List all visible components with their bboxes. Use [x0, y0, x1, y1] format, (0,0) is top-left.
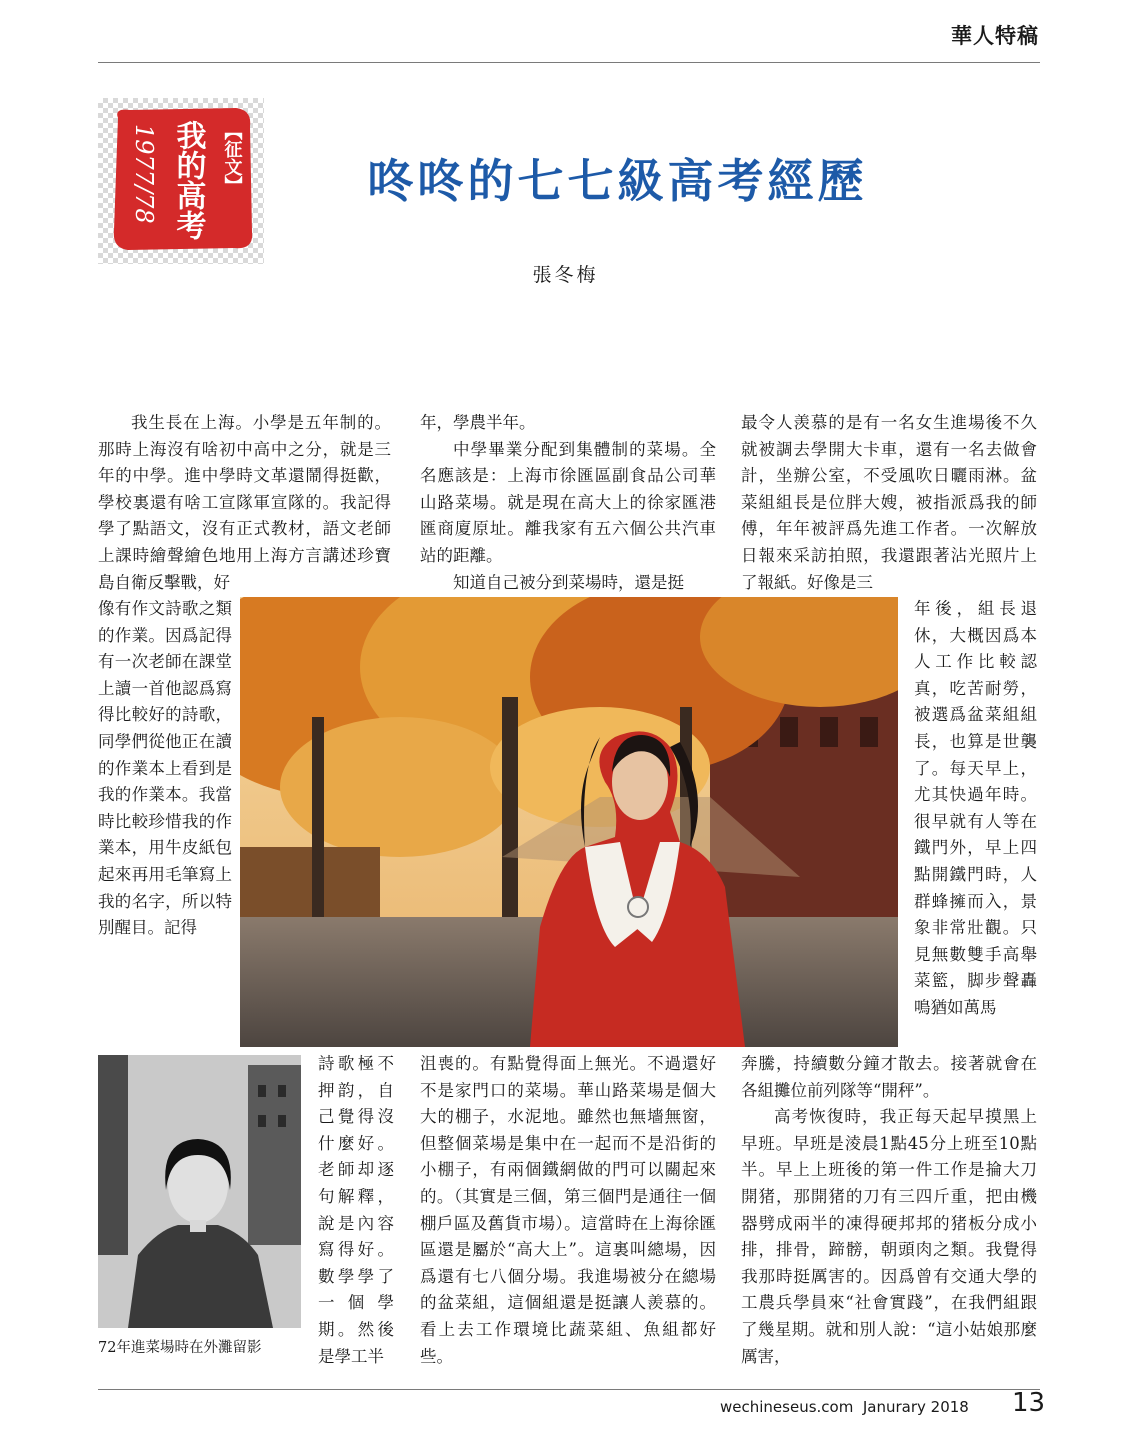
paragraph: 中學畢業分配到集體制的菜場。全名應該是：上海市徐匯區副食品公司華山路菜場。就是現在高大上的徐家匯港匯商廈原址。離我家有五六個公共汽車站的距離。	[420, 439, 716, 565]
footer-rule	[98, 1389, 1040, 1390]
column-3-side	[914, 596, 1037, 1022]
footer-date: Janurary 2018	[862, 1398, 969, 1416]
paragraph: 最令人羡慕的是有一名女生進場後不久就被調去學開大卡車，還有一名去做會計，坐辦公室，不受風吹日曬雨淋。盆菜組組長是位胖大嫂，被指派爲我的師傅，年年被評爲先進工作者。一次解放日報來采訪拍照，我還跟著沾光照片上了報紙。好像是三	[741, 413, 1037, 592]
paragraph: 奔騰，持續數分鐘才散去。接著就會在各組攤位前列隊等“開秤”。	[741, 1054, 1037, 1100]
paragraph: 知道自己被分到菜場時，還是挺	[453, 572, 684, 592]
header-rule	[98, 62, 1040, 63]
column-2-bottom	[420, 1051, 716, 1370]
paragraph: 像有作文詩歌之類的作業。因爲記得有一次老師在課堂上讀一首他認爲寫得比較好的詩歌，同學們從他正在讀的作業本上看到是我的作業本。我當時比較珍惜我的作業本，用牛皮紙包起來再用毛筆寫上我的名字，所以特別醒目。記得	[98, 599, 232, 938]
page-number: 13	[1012, 1388, 1046, 1418]
column-1-top	[98, 410, 391, 596]
column-1-bottom	[318, 1051, 394, 1370]
main-photo	[240, 597, 898, 1047]
seal-title: 我的高考	[170, 120, 206, 240]
portrait-photo	[98, 1055, 301, 1328]
portrait-caption: 72年進菜場時在外灘留影	[98, 1340, 262, 1356]
paragraph: 年後，組長退休，大概因爲本人工作比較認真，吃苦耐勞，被選爲盆菜組組長，也算是世襲了。每天早上，尤其快過年時。很早就有人等在鐵門外，早上四點開鐵門時，人群蜂擁而入，景象非常壯觀。只見無數雙手高舉菜籃，脚步聲轟鳴猶如萬馬	[914, 599, 1037, 1017]
paragraph: 沮喪的。有點覺得面上無光。不過還好不是家門口的菜場。華山路菜場是個大大的棚子，水泥地。雖然也無墻無窗，但整個菜場是集中在一起而不是沿街的小棚子，有兩個鐵網做的門可以關起來的。（其實是三個，第三個門是通往一個棚戶區及舊貨市場）。這當時在上海徐匯區還是屬於“高大上”。這裏叫總場，因爲還有七八個分場。我進場被分在總場的盆菜組，這個組還是挺讓人羨慕的。看上去工作環境比蔬菜組、魚組都好些。	[420, 1054, 716, 1366]
paragraph: 高考恢復時，我正每天起早摸黑上早班。早班是淩晨1點45分上班至10點半。早上上班後的第一件工作是掄大刀開猪，那開猪的刀有三四斤重，把由機器劈成兩半的凍得硬邦邦的猪板分成小排，排骨，蹄髈，朝頭肉之類。我覺得我那時挺厲害的。因爲曾有交通大學的工農兵學員來“社會實踐”，在我們組跟了幾星期。就和別人說：“這小姑娘那麼厲害，	[741, 1107, 1037, 1366]
column-1-side	[98, 596, 232, 942]
paragraph: 詩歌極不押韵，自己覺得沒什麼好。老師却逐句解釋，說是內容寫得好。數學學了一個學期。然後是學工半	[318, 1054, 394, 1366]
article-author: 張冬梅	[532, 264, 599, 286]
column-3-top	[741, 410, 1037, 596]
paragraph: 年，學農半年。	[420, 413, 536, 432]
footer-credit	[720, 1398, 969, 1416]
column-3-bottom	[741, 1051, 1037, 1370]
seal-years: 1977/78	[130, 124, 158, 224]
footer-site: wechineseus.com	[720, 1398, 854, 1416]
column-2-top	[420, 410, 716, 596]
article-title: 咚咚的七七級高考經歷	[367, 154, 868, 208]
paragraph: 我生長在上海。小學是五年制的。那時上海沒有啥初中高中之分，就是三年的中學。進中學時文革還鬧得挺歡，學校裏還有啥工宣隊軍宣隊的。我記得學了點語文，沒有正式教材，語文老師上課時繪聲繪色地用上海方言講述珍寶島自衛反擊戰，好	[98, 413, 391, 592]
seal-tag: 【征文】	[221, 122, 243, 194]
section-label: 華人特稿	[951, 24, 1039, 48]
